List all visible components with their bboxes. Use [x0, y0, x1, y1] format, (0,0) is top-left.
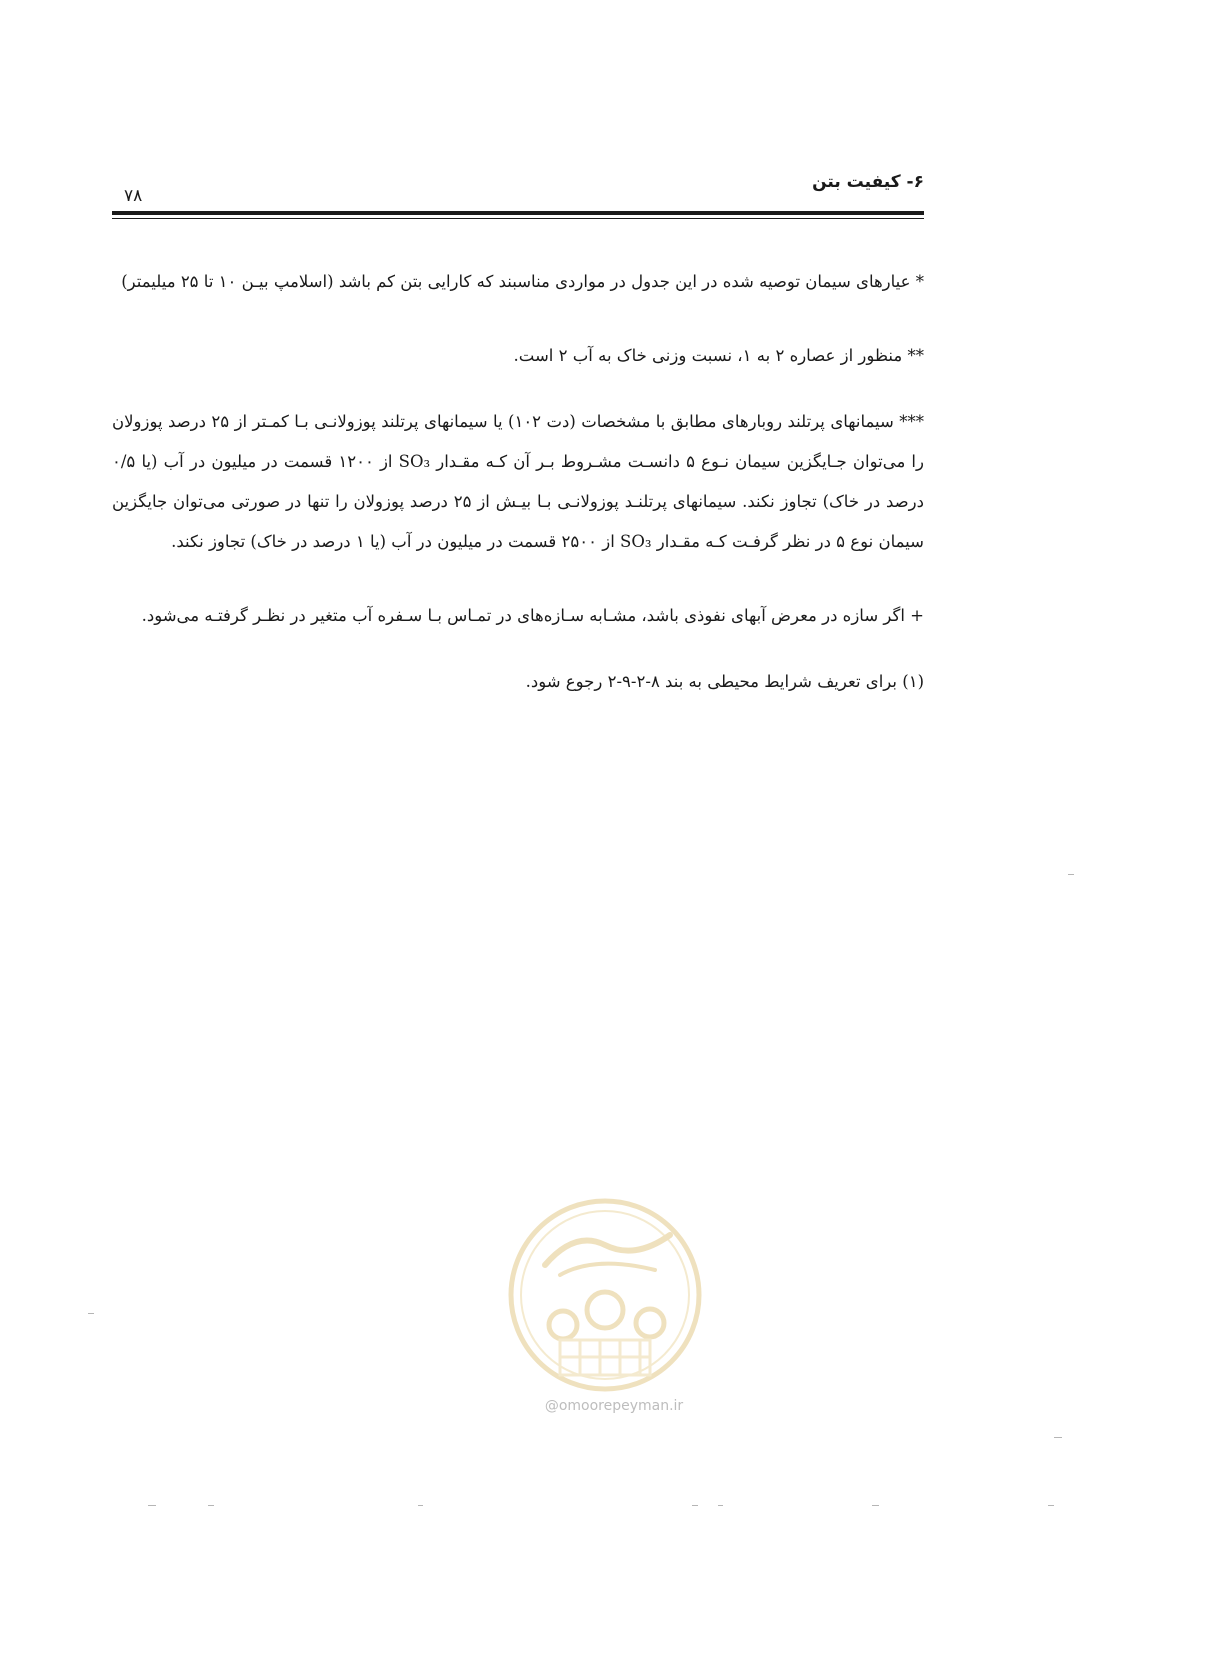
scan-speck	[208, 1505, 214, 1506]
page-number: ۷۸	[124, 186, 143, 206]
header-rule-thick	[112, 211, 924, 215]
footnote-reference-1: (۱) برای تعریف شرایط محیطی به بند ۸-۲-۹-۲ رجوع شود.	[525, 672, 924, 691]
chapter-title: ۶- کیفیت بتن	[812, 172, 924, 192]
scan-speck	[88, 1313, 94, 1314]
watermark-seal-icon	[505, 1195, 705, 1395]
scan-speck	[1054, 1437, 1062, 1438]
footnote-triple-star: *** سیمانهای پرتلند روبارهای مطابق با مشخصات (دت ۱۰۲) یا سیمانهای پرتلند پوزولانـی بـا کمـتر از ۲۵ درصد پوزولان را می‌توان جـایگزین سیمان نـوع ۵ دانسـت مشـروط بـر آن کـه مقـدار SO₃ از ۱۲۰۰ قسمت در میلیون در آب (یا ۰/۵ درصد در خاک) تجاوز نکند. سیمانهای پرتلنـد پوزولانـی بـا بیـش از ۲۵ درصد پوزولان را تنها در صورتی می‌توان جایگزین سیمان نوع ۵ در نظر گرفـت کـه مقـدار SO₃ از ۲۵۰۰ قسمت در میلیون در آب (یا ۱ درصد در خاک) تجاوز نکند.	[112, 412, 925, 551]
scan-speck	[692, 1505, 698, 1506]
scan-speck	[148, 1505, 156, 1506]
scan-speck	[418, 1505, 423, 1506]
scan-speck	[872, 1505, 879, 1506]
page-header	[112, 168, 924, 224]
scan-speck	[1048, 1505, 1054, 1506]
scan-speck	[1068, 874, 1074, 875]
scan-speck	[718, 1505, 723, 1506]
watermark-url: @omoorepeyman.ir	[544, 1398, 684, 1414]
header-rule-thin	[112, 218, 924, 219]
footnotes-body	[112, 262, 924, 736]
footnote-single-star: * عیارهای سیمان توصیه شده در این جدول در مواردی مناسبند که کارایی بتن کم باشد (اسلامپ بیـن ۱۰ تا ۲۵ میلیمتر)	[121, 272, 924, 291]
footnote-double-star: ** منظور از عصاره ۲ به ۱، نسبت وزنی خاک به آب ۲ است.	[513, 346, 924, 365]
footnote-plus: + اگر سازه در معرض آبهای نفوذی باشد، مشـابه سـازه‌های در تمـاس بـا سـفره آب متغیر در نظـر گرفتـه می‌شود.	[141, 606, 924, 625]
